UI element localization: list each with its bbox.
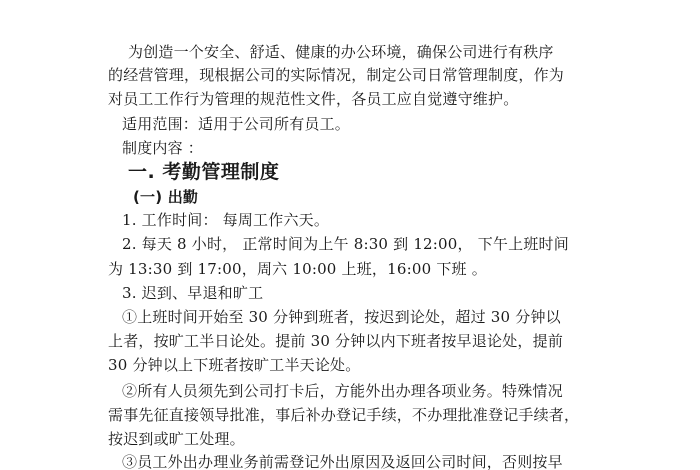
item-line: ③员工外出办理业务前需登记外出原因及返回公司时间，否则按早 [122, 453, 563, 470]
item-line: 1. 工作时间： 每周工作六天。 [122, 211, 330, 229]
item-line: 2. 每天 8 小时， 正常时间为上午 8:30 到 12:00， 下午上班时间 [122, 235, 569, 253]
intro-line-3: 对员工工作行为管理的规范性文件，各员工应自觉遵守维护。 [108, 90, 519, 108]
intro-line-1: 为创造一个安全、舒适、健康的办公环境，确保公司进行有秩序 [128, 43, 554, 61]
item-line: 需事先征直接领导批准，事后补办登记手续，不办理批准登记手续者， [108, 406, 580, 424]
content-label: 制度内容 ： [122, 139, 203, 157]
item-line: 3. 迟到、早退和旷工 [122, 284, 264, 302]
item-line: 按迟到或旷工处理。 [108, 430, 245, 448]
item-line: 30 分钟以上下班者按旷工半天论处。 [108, 356, 361, 374]
item-line: 为 13:30 到 17:00，周六 10:00 上班，16:00 下班 。 [108, 260, 487, 278]
subsection-title: (一) 出勤 [133, 188, 199, 206]
section-title: 一. 考勤管理制度 [128, 161, 280, 183]
item-line: 上者，按旷工半日论处。提前 30 分钟以内下班者按早退论处，提前 [108, 332, 564, 350]
item-line: ②所有人员须先到公司打卡后，方能外出办理各项业务。特殊情况 [122, 382, 563, 400]
item-line: ①上班时间开始至 30 分钟到班者，按迟到论处，超过 30 分钟以 [122, 308, 561, 326]
intro-line-2: 的经营管理，现根据公司的实际情况，制定公司日常管理制度，作为 [108, 66, 565, 84]
scope-line: 适用范围：适用于公司所有员工。 [122, 115, 351, 133]
